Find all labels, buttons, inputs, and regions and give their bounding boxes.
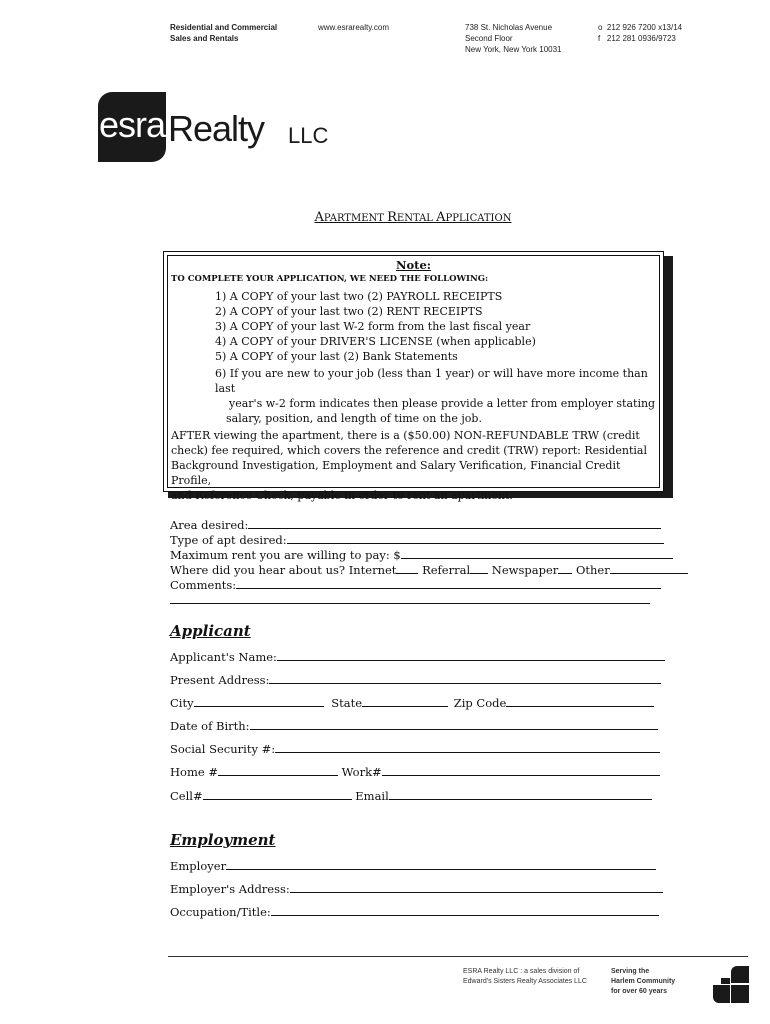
division-line1: ESRA Realty LLC : a sales division of	[463, 968, 580, 975]
zip-field[interactable]	[506, 694, 654, 707]
phone-row	[170, 763, 660, 780]
home-phone-field[interactable]	[218, 763, 338, 776]
footer-serving	[611, 967, 675, 997]
serving-line2: Harlem Community	[611, 978, 676, 985]
employer-field[interactable]	[226, 857, 656, 870]
cell-field[interactable]	[203, 787, 352, 800]
rent-label: Maximum rent you are willing to pay: $	[170, 548, 401, 562]
note-fee-line: and Reference Check, payable in order to rent an apartment.	[171, 489, 513, 502]
cell-label: Cell#	[170, 789, 203, 803]
area-label: Area desired:	[170, 518, 249, 532]
note-list	[215, 289, 663, 426]
address-line3: New York, New York 10031	[465, 45, 562, 54]
internet-field[interactable]	[396, 561, 418, 574]
note-box	[163, 251, 664, 502]
city-field[interactable]	[194, 694, 324, 707]
ssn-field[interactable]	[275, 740, 660, 753]
newspaper-label: Newspaper	[491, 563, 559, 577]
hear-label: Where did you hear about us? Internet	[170, 563, 397, 577]
dob-field[interactable]	[250, 717, 658, 730]
title-letter-a: A	[314, 210, 324, 225]
fax-label: f	[598, 34, 601, 43]
home-phone-label: Home #	[170, 765, 218, 779]
work-phone-label: Work#	[341, 765, 382, 779]
logo-suffix: LLC	[288, 123, 329, 148]
logo-name: Realty	[168, 108, 265, 149]
title-part-b: ENTAL	[396, 213, 437, 224]
newspaper-field[interactable]	[558, 561, 572, 574]
state-label: State	[331, 696, 363, 710]
area-field[interactable]	[248, 516, 661, 529]
comments-row	[170, 576, 661, 593]
title-letter-c: A	[436, 210, 446, 225]
other-label: Other	[575, 563, 610, 577]
phone-number: 212 926 7200 x13/14	[606, 23, 683, 32]
phone-label: o	[598, 23, 603, 32]
address-field[interactable]	[269, 671, 661, 684]
note-heading: Note:	[395, 258, 432, 272]
email-label: Email	[355, 789, 389, 803]
serving-line1: Serving the	[611, 968, 650, 975]
note-item: 5) A COPY of your last (2) Bank Statements	[215, 350, 458, 363]
tagline-line2: Sales and Rentals	[170, 34, 239, 43]
state-field[interactable]	[362, 694, 448, 707]
address-label: Present Address:	[170, 673, 270, 687]
employer-address-label: Employer's Address:	[170, 882, 290, 896]
footer-logo-icon	[713, 966, 749, 1003]
type-label: Type of apt desired:	[170, 533, 287, 547]
header-address	[465, 22, 562, 55]
city-label: City	[170, 696, 194, 710]
footer-divider	[168, 956, 748, 957]
serving-line3: for over 60 years	[611, 988, 668, 995]
title-part-c: PPLICATION	[445, 213, 512, 224]
occupation-field[interactable]	[271, 903, 659, 916]
referral-label: Referral	[422, 563, 471, 577]
ssn-label: Social Security #:	[170, 742, 276, 756]
dob-label: Date of Birth:	[170, 719, 250, 733]
name-field[interactable]	[277, 648, 665, 661]
employer-label: Employer	[170, 859, 227, 873]
tagline-line1: Residential and Commercial	[170, 23, 278, 32]
address-line1: 738 St. Nicholas Avenue	[465, 23, 553, 32]
division-line2: Edward's Sisters Realty Associates LLC	[463, 978, 587, 985]
header-phones	[598, 22, 682, 44]
name-label: Applicant's Name:	[170, 650, 277, 664]
employer-row	[170, 857, 656, 874]
note-fee-paragraph	[171, 428, 659, 503]
dob-row	[170, 717, 658, 734]
referral-field[interactable]	[470, 561, 488, 574]
note-fee-line: check) fee required, which covers the reference and credit (TRW) report: Residential	[171, 444, 647, 457]
title-part-a: PARTMENT	[323, 213, 388, 224]
header-tagline	[170, 22, 277, 44]
other-field[interactable]	[610, 561, 688, 574]
occupation-row	[170, 903, 659, 920]
cell-email-row	[170, 787, 652, 804]
email-field[interactable]	[389, 787, 652, 800]
comments-label: Comments:	[170, 578, 237, 592]
note-item: 3) A COPY of your last W-2 form from the last fiscal year	[215, 320, 531, 333]
note-item: 1) A COPY of your last two (2) PAYROLL RECEIPTS	[215, 290, 503, 303]
applicant-heading: Applicant	[170, 622, 251, 640]
note-intro: TO COMPLETE YOUR APPLICATION, WE NEED THE FOLLOWING:	[171, 274, 489, 284]
logo-mark-text: esra	[98, 104, 166, 145]
note-item: 2) A COPY of your last two (2) RENT RECEIPTS	[215, 305, 483, 318]
ssn-row	[170, 740, 660, 757]
address-row	[170, 671, 661, 688]
note-fee-line: Background Investigation, Employment and Salary Verification, Financial Credit Profile,	[171, 459, 621, 487]
work-phone-field[interactable]	[382, 763, 660, 776]
note-item-6: 6) If you are new to your job (less than 1 year) or will have more income than last	[215, 367, 648, 395]
note-item: 4) A COPY of your DRIVER'S LICENSE (when applicable)	[215, 335, 536, 348]
address-line2: Second Floor	[465, 34, 513, 43]
note-item-6-cont: salary, position, and length of time on the job.	[226, 412, 482, 425]
comments-field-line2[interactable]	[170, 603, 650, 604]
employer-address-field[interactable]	[290, 880, 663, 893]
footer-division	[463, 967, 587, 987]
type-field[interactable]	[287, 531, 664, 544]
comments-field[interactable]	[236, 576, 661, 589]
employer-address-row	[170, 880, 663, 897]
zip-label: Zip Code	[453, 696, 507, 710]
name-row	[170, 648, 665, 665]
page-title	[0, 210, 770, 225]
note-fee-line: AFTER viewing the apartment, there is a ($50.00) NON-REFUNDABLE TRW (credit	[171, 429, 640, 442]
employment-heading: Employment	[170, 831, 276, 849]
website-link[interactable]: www.esrarealty.com	[318, 23, 389, 32]
city-row	[170, 694, 654, 711]
title-letter-b: R	[387, 210, 397, 225]
rent-field[interactable]	[401, 546, 673, 559]
occupation-label: Occupation/Title:	[170, 905, 271, 919]
note-item-6-cont: year's w-2 form indicates then please provide a letter from employer stating	[229, 397, 656, 410]
fax-number: 212 281 0936/9723	[606, 34, 676, 43]
